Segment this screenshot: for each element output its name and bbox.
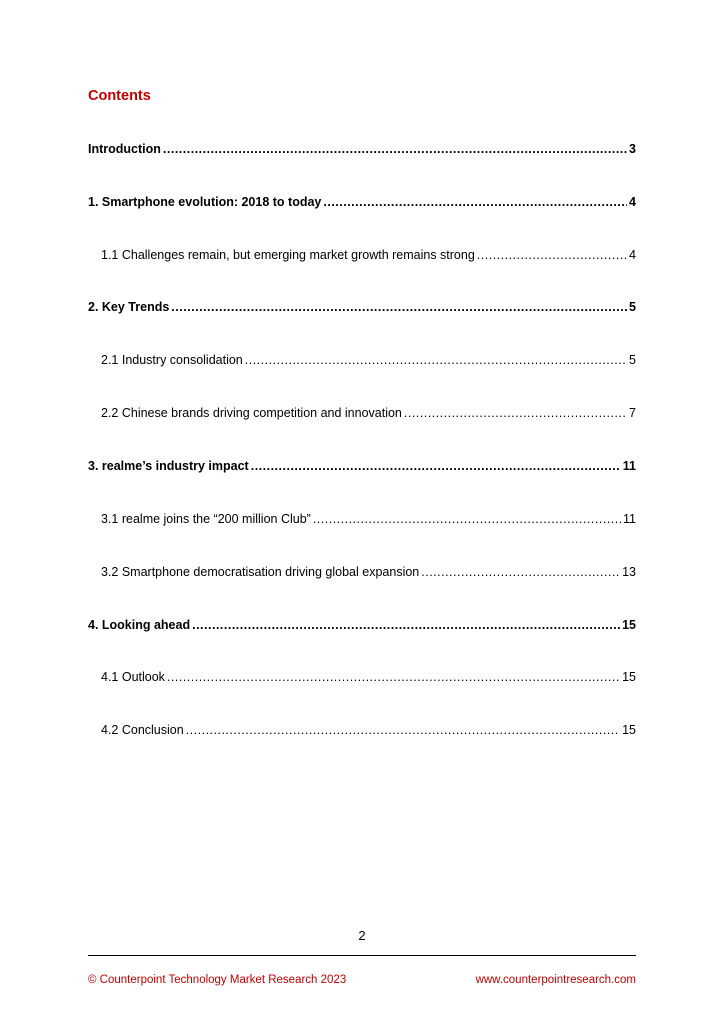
toc-dot-leader — [192, 616, 620, 634]
toc-entry-smartphone-democratisation[interactable] — [101, 563, 636, 581]
toc-dot-leader — [477, 246, 627, 264]
toc-page-number: 4 — [629, 248, 636, 262]
toc-entry-label: 2.1 Industry consolidation — [101, 353, 243, 367]
footer-website-link[interactable]: www.counterpointresearch.com — [475, 974, 636, 986]
toc-page-number: 13 — [622, 565, 636, 579]
toc-entry-label: 4.1 Outlook — [101, 670, 165, 684]
footer-divider — [88, 955, 636, 956]
toc-dot-leader — [313, 510, 621, 528]
toc-entry-label: 3.2 Smartphone democratisation driving global expansion — [101, 565, 420, 579]
toc-entry-outlook[interactable] — [101, 668, 636, 686]
toc-page-number: 15 — [622, 618, 636, 632]
toc-page-number: 4 — [629, 195, 636, 209]
toc-dot-leader — [245, 351, 627, 369]
contents-heading: Contents — [88, 88, 151, 104]
toc-entry-label: 2. Key Trends — [88, 300, 170, 314]
toc-page-number: 11 — [623, 512, 636, 526]
toc-page-number: 3 — [629, 142, 636, 156]
toc-entry-chinese-brands[interactable] — [101, 404, 636, 422]
toc-entry-looking-ahead[interactable] — [88, 616, 636, 634]
toc-dot-leader — [251, 457, 621, 475]
toc-page-number: 11 — [622, 459, 636, 473]
toc-entry-smartphone-evolution[interactable] — [88, 193, 636, 211]
toc-entry-label: Introduction — [88, 142, 161, 156]
toc-dot-leader — [404, 404, 627, 422]
toc-entry-200-million-club[interactable] — [101, 510, 636, 528]
toc-page-number: 5 — [629, 353, 636, 367]
toc-page-number: 5 — [629, 300, 636, 314]
toc-entry-realme-industry-impact[interactable] — [88, 457, 636, 475]
toc-entry-label: 2.2 Chinese brands driving competition and innovation — [101, 406, 402, 420]
toc-entry-industry-consolidation[interactable] — [101, 351, 636, 369]
page-number: 2 — [358, 928, 366, 943]
toc-entry-label: 1. Smartphone evolution: 2018 to today — [88, 195, 322, 209]
toc-dot-leader — [171, 298, 627, 316]
toc-entry-label: 3.1 realme joins the “200 million Club” — [101, 512, 311, 526]
toc-entry-label: 4.2 Conclusion — [101, 723, 184, 737]
toc-entry-key-trends[interactable] — [88, 298, 636, 316]
footer-copyright: © Counterpoint Technology Market Research 2023 — [88, 974, 347, 986]
toc-page-number: 15 — [622, 723, 636, 737]
toc-entry-label: 1.1 Challenges remain, but emerging market growth remains strong — [101, 248, 475, 262]
toc-page-number: 7 — [629, 406, 636, 420]
toc-entry-challenges-remain[interactable] — [101, 246, 636, 264]
toc-dot-leader — [163, 140, 627, 158]
toc-dot-leader — [323, 193, 627, 211]
toc-dot-leader — [167, 668, 620, 686]
toc-entry-label: 4. Looking ahead — [88, 618, 191, 632]
toc-entry-label: 3. realme’s industry impact — [88, 459, 249, 473]
toc-dot-leader — [186, 721, 620, 739]
toc-entry-introduction[interactable] — [88, 140, 636, 158]
toc-dot-leader — [421, 563, 620, 581]
toc-page-number: 15 — [622, 670, 636, 684]
toc-entry-conclusion[interactable] — [101, 721, 636, 739]
